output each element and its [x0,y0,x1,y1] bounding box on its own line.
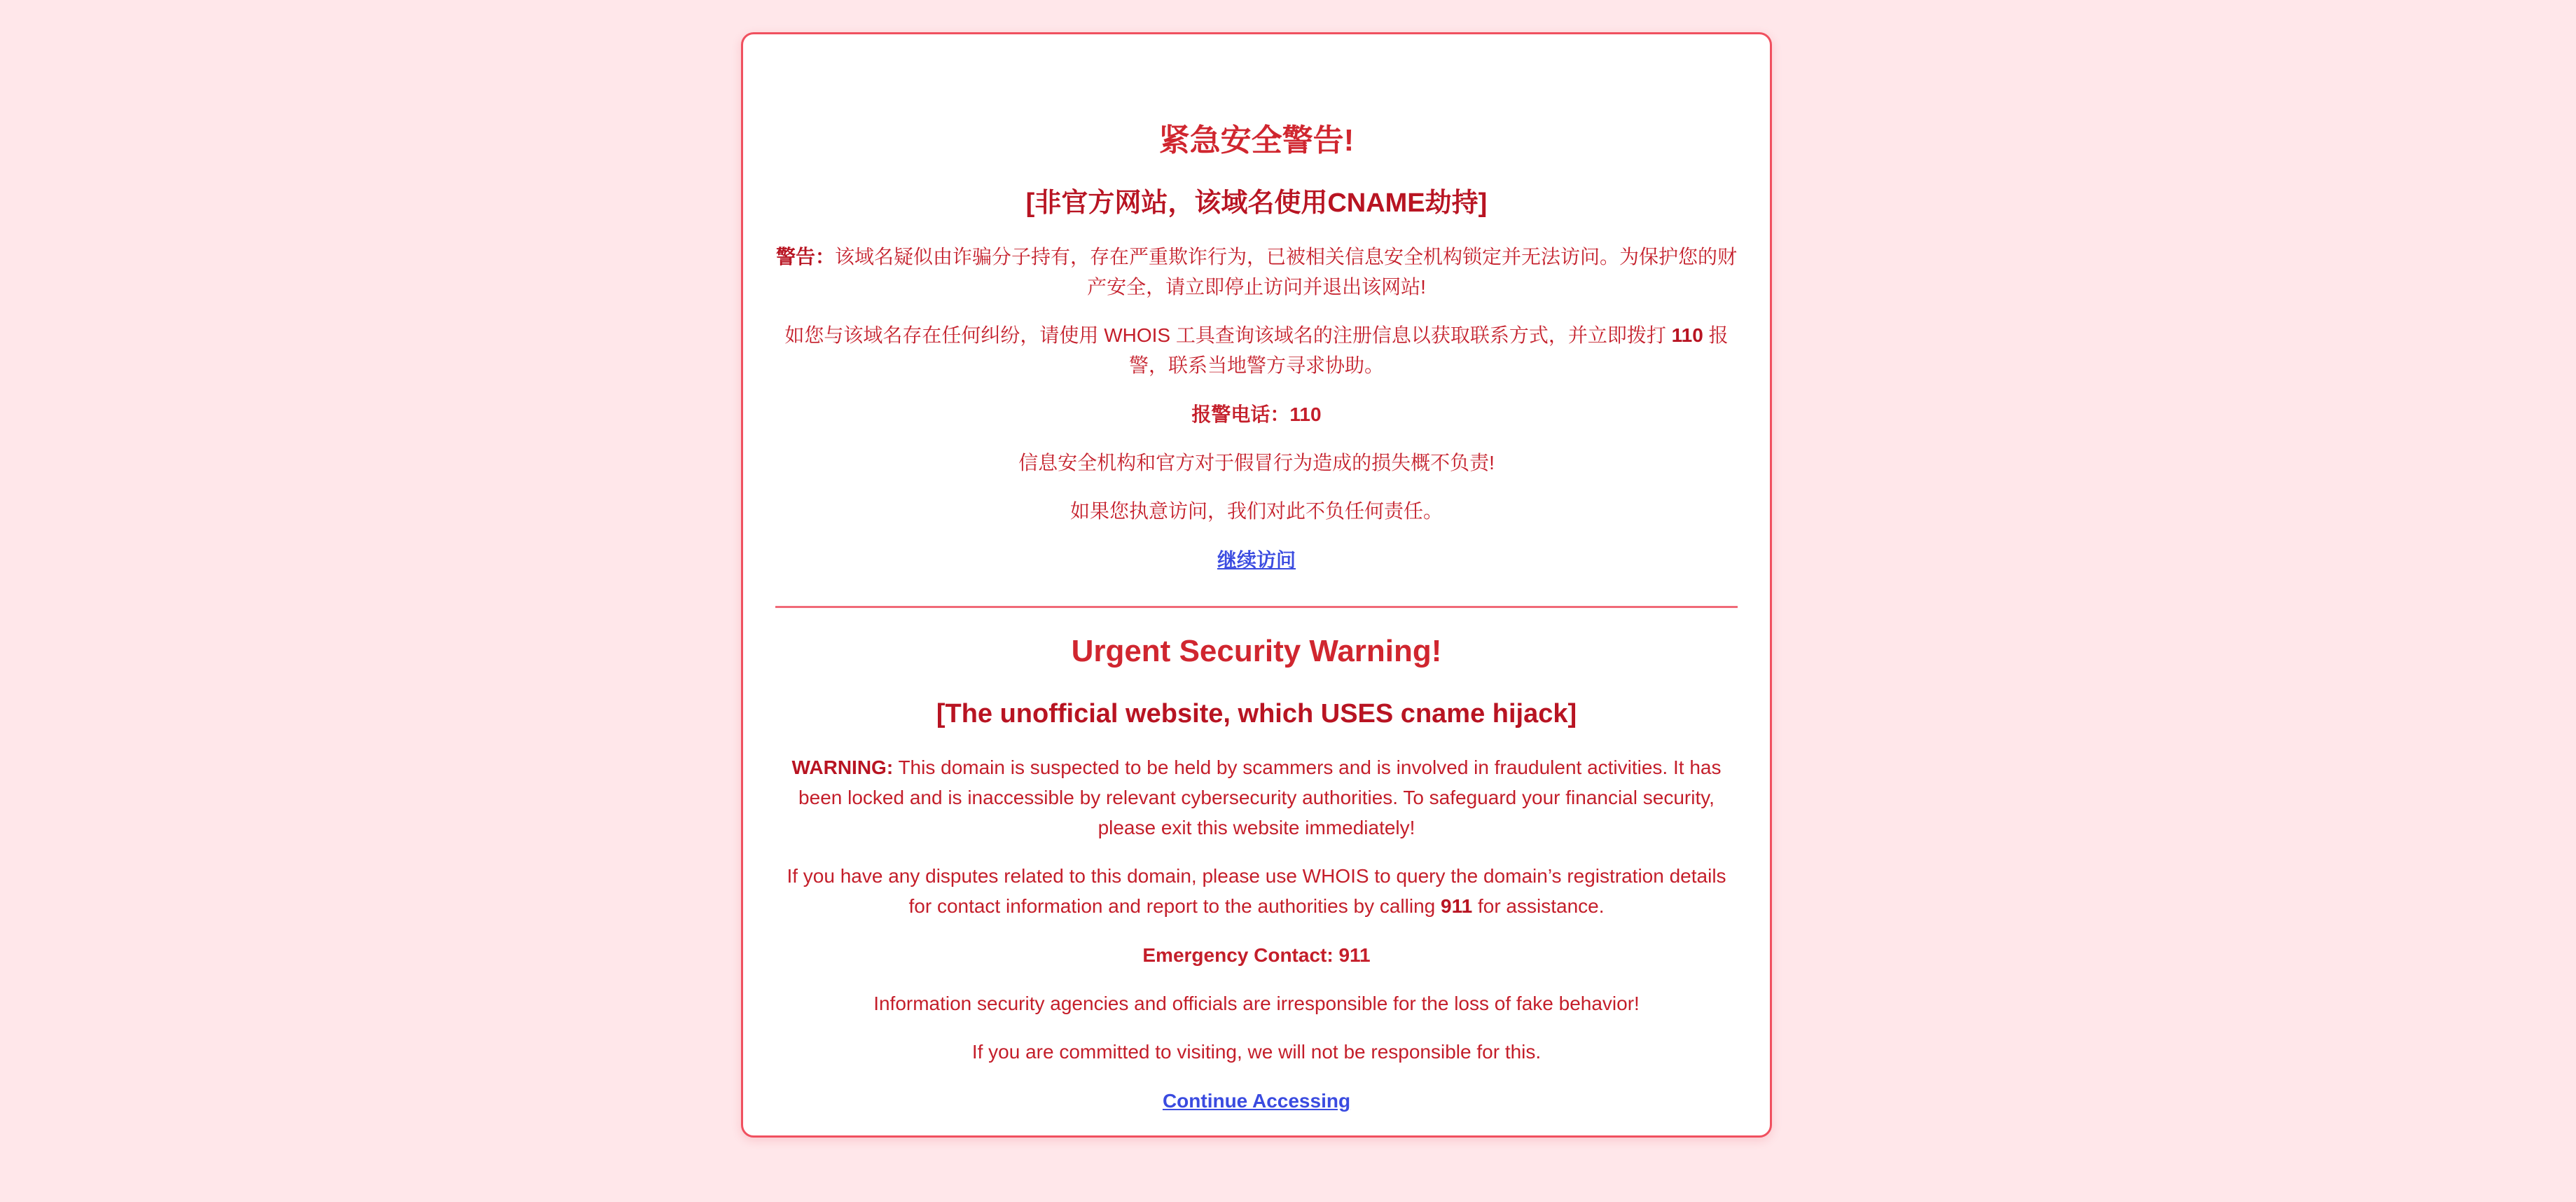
cn-continue-link[interactable]: 继续访问 [1217,549,1296,572]
en-dispute-paragraph [775,861,1738,921]
en-warning-paragraph [775,752,1738,843]
en-notice: If you are committed to visiting, we will not be responsible for this. [971,1041,1542,1063]
cn-warning-label: 警告： [775,246,835,268]
cn-subtitle: [非官方网站，该域名使用CNAME劫持] [1025,188,1488,218]
en-title: Urgent Security Warning! [1071,634,1442,669]
cn-dispute-text-before: 如您与该域名存在任何纠纷，请使用 WHOIS 工具查询该域名的注册信息以获取联系方式，并立即拨打 [784,324,1672,347]
cn-notice: 如果您执意访问，我们对此不负任何责任。 [1069,500,1443,523]
cn-dispute-number: 110 [1671,324,1703,347]
en-dispute-text-after: for assistance. [1472,895,1605,918]
cn-dispute-text-after: 报警，联系当地警方寻求协助。 [1128,324,1729,377]
warning-card [741,32,1772,1138]
cn-emergency-contact: 报警电话：110 [1191,403,1322,426]
en-continue-link[interactable]: Continue Accessing [1162,1090,1351,1112]
en-warning-label: WARNING: [791,757,894,779]
cn-title: 紧急安全警告! [1158,123,1355,158]
en-dispute-text-before: If you have any disputes related to this domain, please use WHOIS to query the domain’s registration details for contact information and report to the authorities by calling [787,865,1726,918]
en-subtitle: [The unofficial website, which USES cname hijack] [936,698,1577,728]
cn-warning-paragraph [775,242,1738,302]
en-disclaimer: Information security agencies and officials are irresponsible for the loss of fake behavior! [873,993,1640,1015]
english-section [775,633,1738,1116]
en-dispute-number: 911 [1441,895,1473,918]
section-divider [775,606,1738,608]
cn-dispute-paragraph [775,320,1738,380]
cn-warning-text: 该域名疑似由诈骗分子持有，存在严重欺诈行为，已被相关信息安全机构锁定并无法访问。为保护您的财产安全，请立即停止访问并退出该网站! [835,246,1738,298]
en-warning-text: This domain is suspected to be held by scammers and is involved in fraudulent activities. It has been locked and is inaccessible by relevant cybersecurity authorities. To safeguard your financial security, please exit this website immediately! [798,757,1722,839]
en-emergency-contact: Emergency Contact: 911 [1142,944,1371,967]
cn-disclaimer: 信息安全机构和官方对于假冒行为造成的损失概不负责! [1018,452,1495,474]
chinese-section [775,123,1738,575]
